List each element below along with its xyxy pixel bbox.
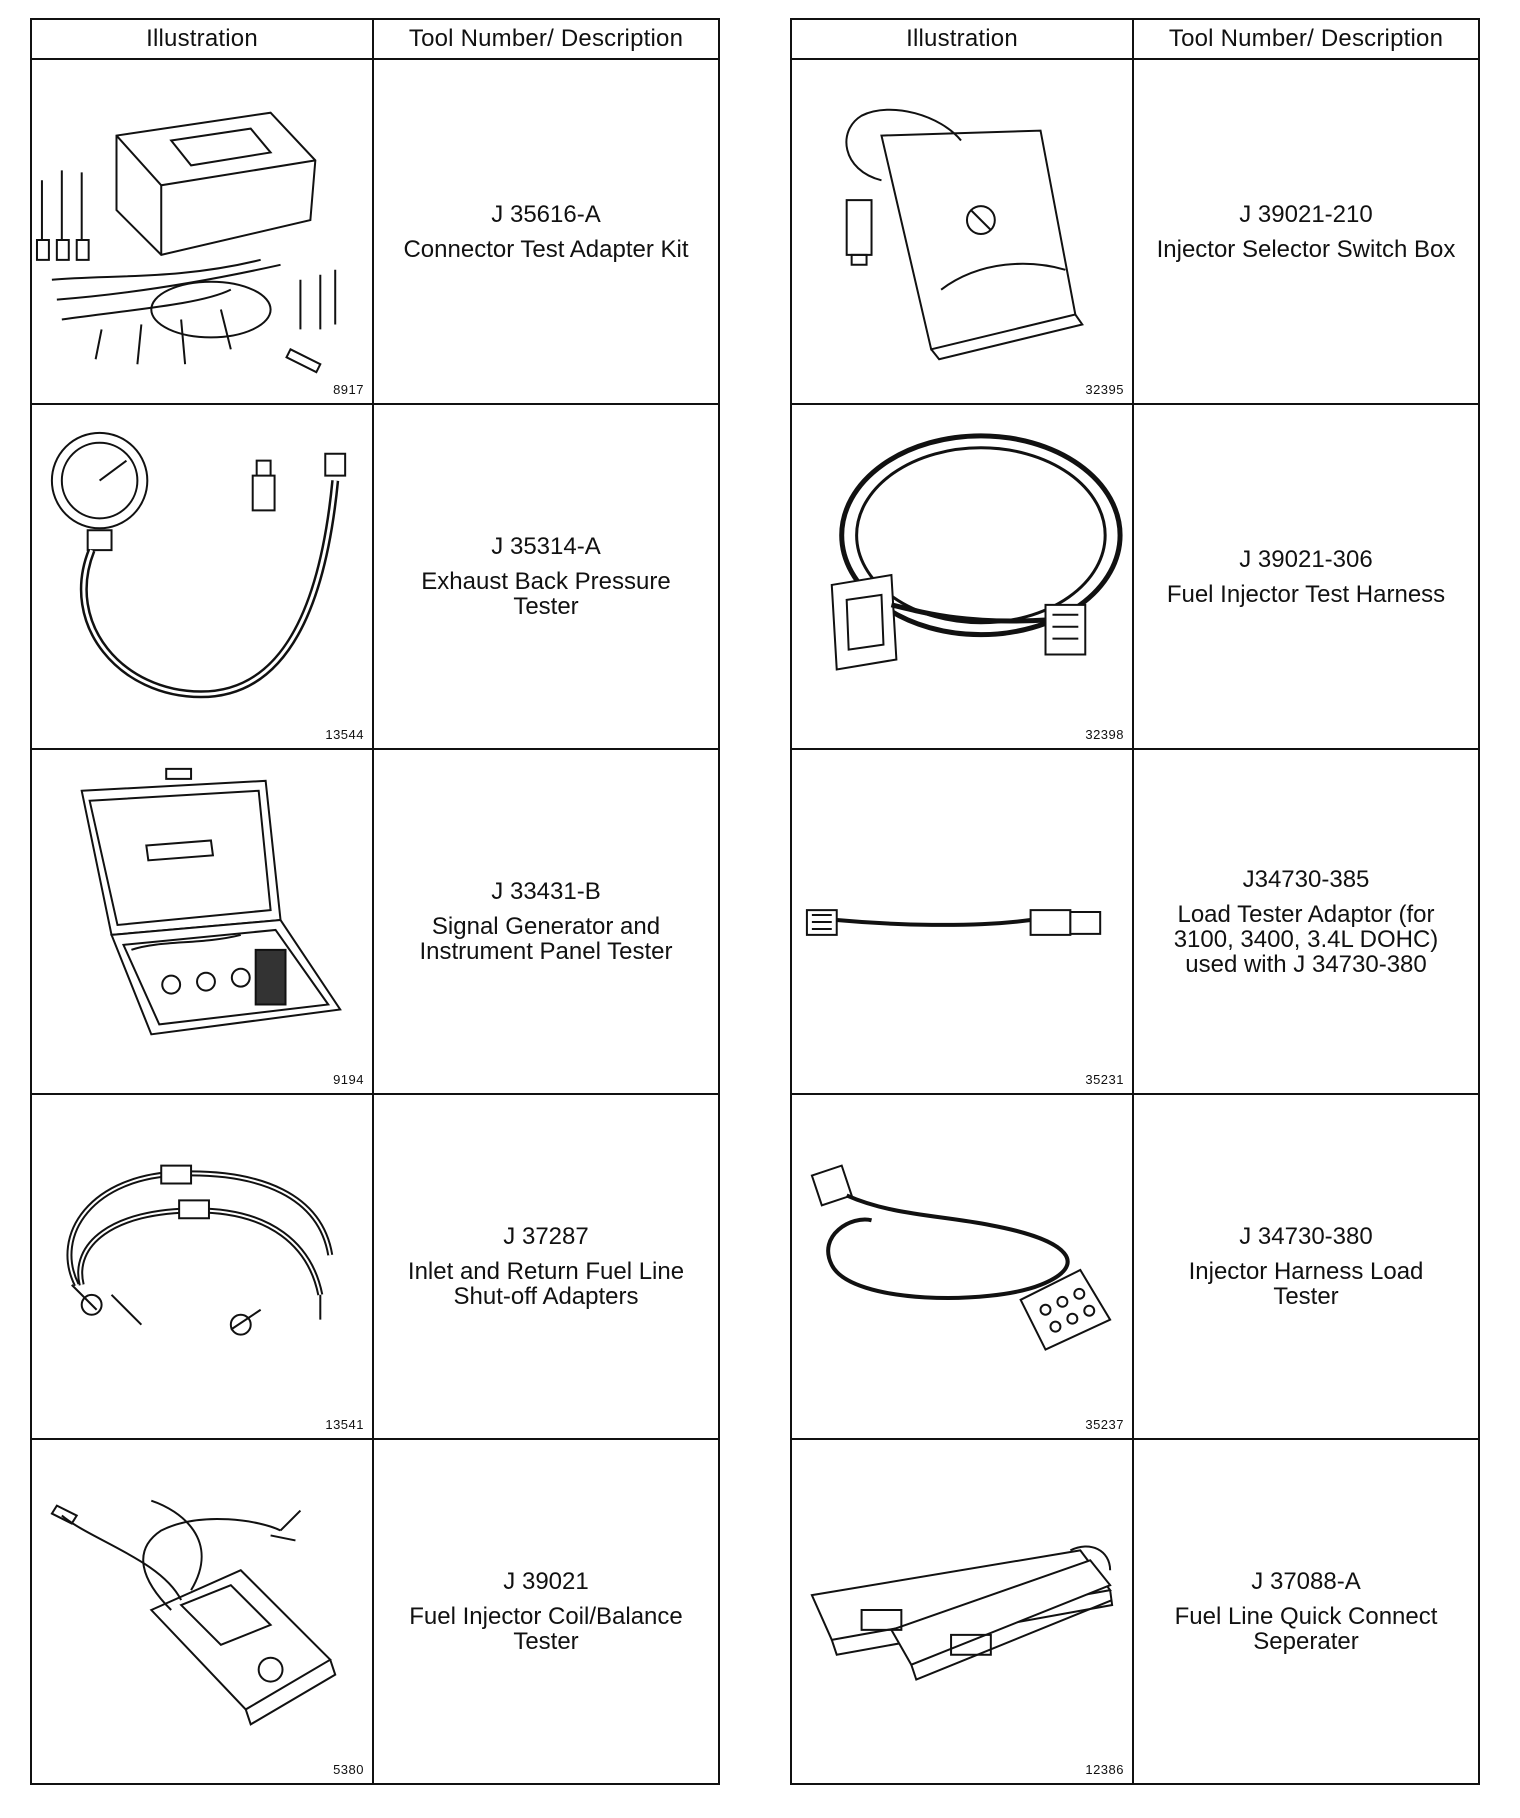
illustration-cell <box>31 1439 373 1784</box>
figure-number: 32398 <box>1085 727 1124 742</box>
illustration-cell <box>791 404 1133 749</box>
table-row <box>31 59 719 404</box>
illustration-cell <box>31 404 373 749</box>
table-header-row <box>31 19 719 59</box>
injector-balance-tester-illustration <box>32 1440 372 1783</box>
description-cell <box>373 59 719 404</box>
description-cell <box>1133 1439 1479 1784</box>
tool-description: Exhaust Back Pressure Tester <box>421 568 671 620</box>
description-cell <box>373 404 719 749</box>
tool-description: Fuel Injector Test Harness <box>1166 580 1446 608</box>
description-cell <box>1133 749 1479 1094</box>
table-row <box>31 404 719 749</box>
table-row <box>791 749 1479 1094</box>
tool-description: Load Tester Adaptor (for 3100, 3400, 3.4L DOHC) used with J 34730-380 <box>1173 900 1439 978</box>
illustration-cell <box>31 59 373 404</box>
table-header-row <box>791 19 1479 59</box>
description-cell <box>1133 1094 1479 1439</box>
tool-description: Fuel Line Quick Connect Seperater <box>1174 1603 1438 1655</box>
figure-number: 13541 <box>325 1417 364 1432</box>
tool-number: J 37287 <box>503 1223 589 1250</box>
tools-table-right <box>790 18 1480 1785</box>
illustration-cell <box>791 59 1133 404</box>
tool-number: J 35314-A <box>491 533 601 560</box>
table-row <box>791 59 1479 404</box>
load-tester-adaptor-illustration <box>792 750 1132 1093</box>
quick-connect-separator-illustration <box>792 1440 1132 1783</box>
injector-selector-switch-box-illustration <box>792 60 1132 403</box>
table-row <box>31 1439 719 1784</box>
tool-description: Inlet and Return Fuel Line Shut-off Adapters <box>407 1258 685 1310</box>
figure-number: 13544 <box>325 727 364 742</box>
table-row <box>31 1094 719 1439</box>
figure-number: 8917 <box>333 382 364 397</box>
figure-number: 35237 <box>1085 1417 1124 1432</box>
fuel-line-shutoff-adapters-illustration <box>32 1095 372 1438</box>
fuel-injector-test-harness-illustration <box>792 405 1132 748</box>
description-cell <box>1133 59 1479 404</box>
tool-number: J 33431-B <box>491 878 601 905</box>
connector-test-adapter-kit-illustration <box>32 60 372 403</box>
description-cell <box>1133 404 1479 749</box>
figure-number: 9194 <box>333 1072 364 1087</box>
tool-number: J 39021-306 <box>1239 545 1373 573</box>
tool-description: Injector Selector Switch Box <box>1156 235 1456 263</box>
description-cell <box>373 1094 719 1439</box>
figure-number: 12386 <box>1085 1762 1124 1777</box>
table-row <box>791 404 1479 749</box>
header-illustration: Illustration <box>31 19 373 59</box>
figure-number: 5380 <box>333 1762 364 1777</box>
tool-number: J 35616-A <box>491 200 601 228</box>
injector-harness-load-tester-illustration <box>792 1095 1132 1438</box>
signal-generator-case-illustration <box>32 750 372 1093</box>
tool-number: J 39021-210 <box>1239 200 1373 228</box>
table-row <box>791 1439 1479 1784</box>
figure-number: 32395 <box>1085 382 1124 397</box>
tool-description: Fuel Injector Coil/Balance Tester <box>409 1603 683 1655</box>
header-description: Tool Number/ Description <box>1133 19 1479 59</box>
illustration-cell <box>31 749 373 1094</box>
tool-number: J 37088-A <box>1251 1568 1361 1595</box>
illustration-cell <box>791 1439 1133 1784</box>
table-row <box>31 749 719 1094</box>
description-cell <box>373 1439 719 1784</box>
description-cell <box>373 749 719 1094</box>
illustration-cell <box>791 1094 1133 1439</box>
tool-description: Signal Generator and Instrument Panel Tester <box>419 913 673 965</box>
tool-description: Connector Test Adapter Kit <box>403 235 689 263</box>
tool-number: J 34730-380 <box>1239 1223 1373 1250</box>
illustration-cell <box>31 1094 373 1439</box>
figure-number: 35231 <box>1085 1072 1124 1087</box>
tool-number: J34730-385 <box>1242 865 1370 893</box>
exhaust-back-pressure-tester-illustration <box>32 405 372 748</box>
illustration-cell <box>791 749 1133 1094</box>
header-illustration: Illustration <box>791 19 1133 59</box>
tool-number: J 39021 <box>503 1568 589 1595</box>
tools-table-left <box>30 18 720 1785</box>
table-row <box>791 1094 1479 1439</box>
header-description: Tool Number/ Description <box>373 19 719 59</box>
tool-description: Injector Harness Load Tester <box>1188 1258 1424 1310</box>
